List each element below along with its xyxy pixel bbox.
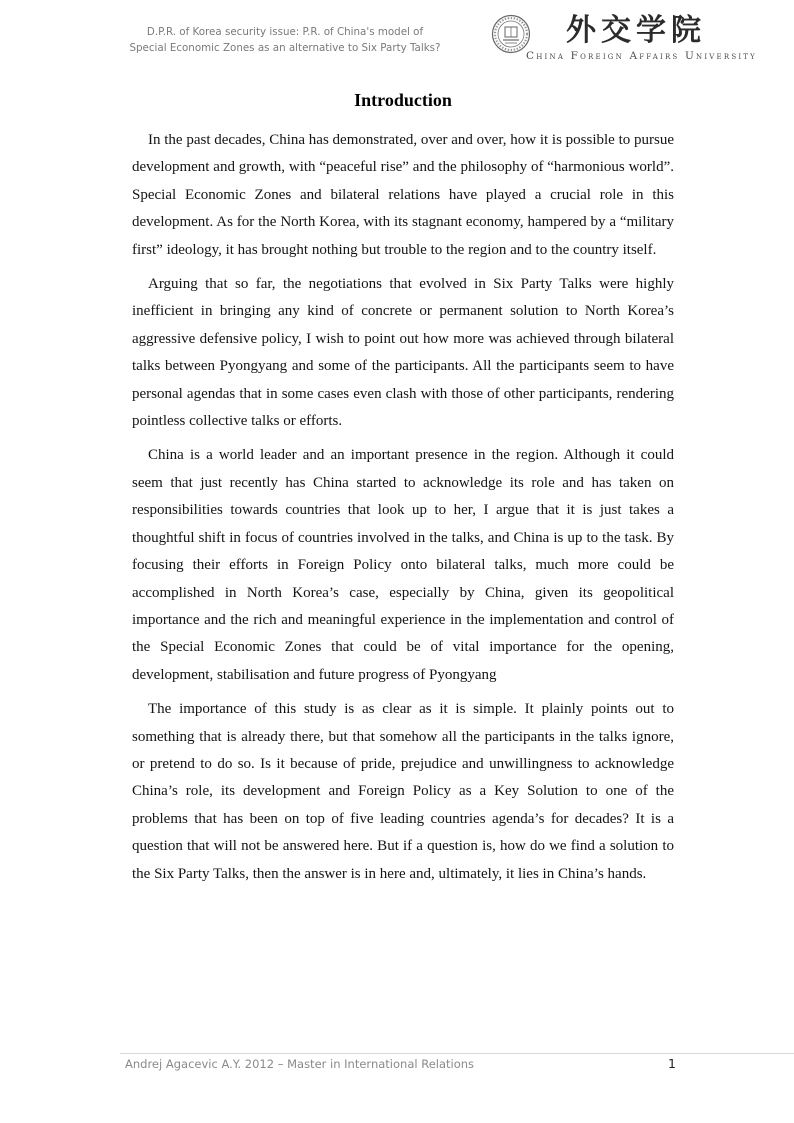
university-logo-english: China Foreign Affairs University xyxy=(526,50,757,62)
page-number: 1 xyxy=(668,1056,676,1071)
footer-divider xyxy=(120,1053,794,1054)
paragraph-3: China is a world leader and an important presence in the region. Although it could seem that just recently has China started to acknowledge its role and has taken on responsibilities towards countries that look up to her, I argue that it is just takes a thoughtful shift in focus of countries involved in the talks, and China is up to the task. By focusing their efforts in Foreign Policy onto bilateral talks, much more could be accomplished in North Korea’s case, especially by China, given its geopolitical importance and the rich and meaningful experience in the implementation and control of the Special Economic Zones that could be of vital importance for the opening, development, stabilisation and future progress of Pyongyang xyxy=(132,447,674,683)
university-seal-icon xyxy=(491,14,531,54)
section-title: Introduction xyxy=(354,90,452,110)
body-text xyxy=(132,127,674,895)
footer-author-line: Andrej Agacevic A.Y. 2012 – Master in International Relations xyxy=(125,1057,475,1071)
paragraph-2: Arguing that so far, the negotiations that evolved in Six Party Talks were highly inefficient in bringing any kind of concrete or permanent solution to North Korea’s aggressive defensive policy, I wish to point out how more was achieved through bilateral talks between Pyongyang and some of the participants. All the participants seem to have personal agendas that in some cases even clash with those of other participants, rendering pointless collective talks or efforts. xyxy=(132,276,674,430)
running-header-line-1: D.P.R. of Korea security issue: P.R. of China's model of xyxy=(146,26,424,38)
running-header xyxy=(120,24,450,56)
paragraph-4: The importance of this study is as clear as it is simple. It plainly points out to something that is already there, but that somehow all the participants in the talks ignore, or pretend to do so. Is it because of pride, prejudice and unwillingness to acknowledge China’s role, its development and Foreign Policy as a Key Solution to one of the problems that has been on top of five leading countries agenda’s for decades? It is a question that will not be answered here. But if a question is, how do we find a solution to the Six Party Talks, then the answer is in here and, ultimately, it lies in China’s hands. xyxy=(132,701,674,882)
university-logo-chinese: 外交学院 xyxy=(566,13,706,48)
paragraph-1: In the past decades, China has demonstrated, over and over, how it is possible to pursue development and growth, with “peaceful rise” and the philosophy of “harmonious world”. Special Economic Zones and bilateral relations have played a crucial role in this development. As for the North Korea, with its stagnant economy, hampered by a “military first” ideology, it has brought nothing but trouble to the region and to the country itself. xyxy=(132,132,674,258)
running-header-line-2: Special Economic Zones as an alternative to Six Party Talks? xyxy=(129,42,441,54)
